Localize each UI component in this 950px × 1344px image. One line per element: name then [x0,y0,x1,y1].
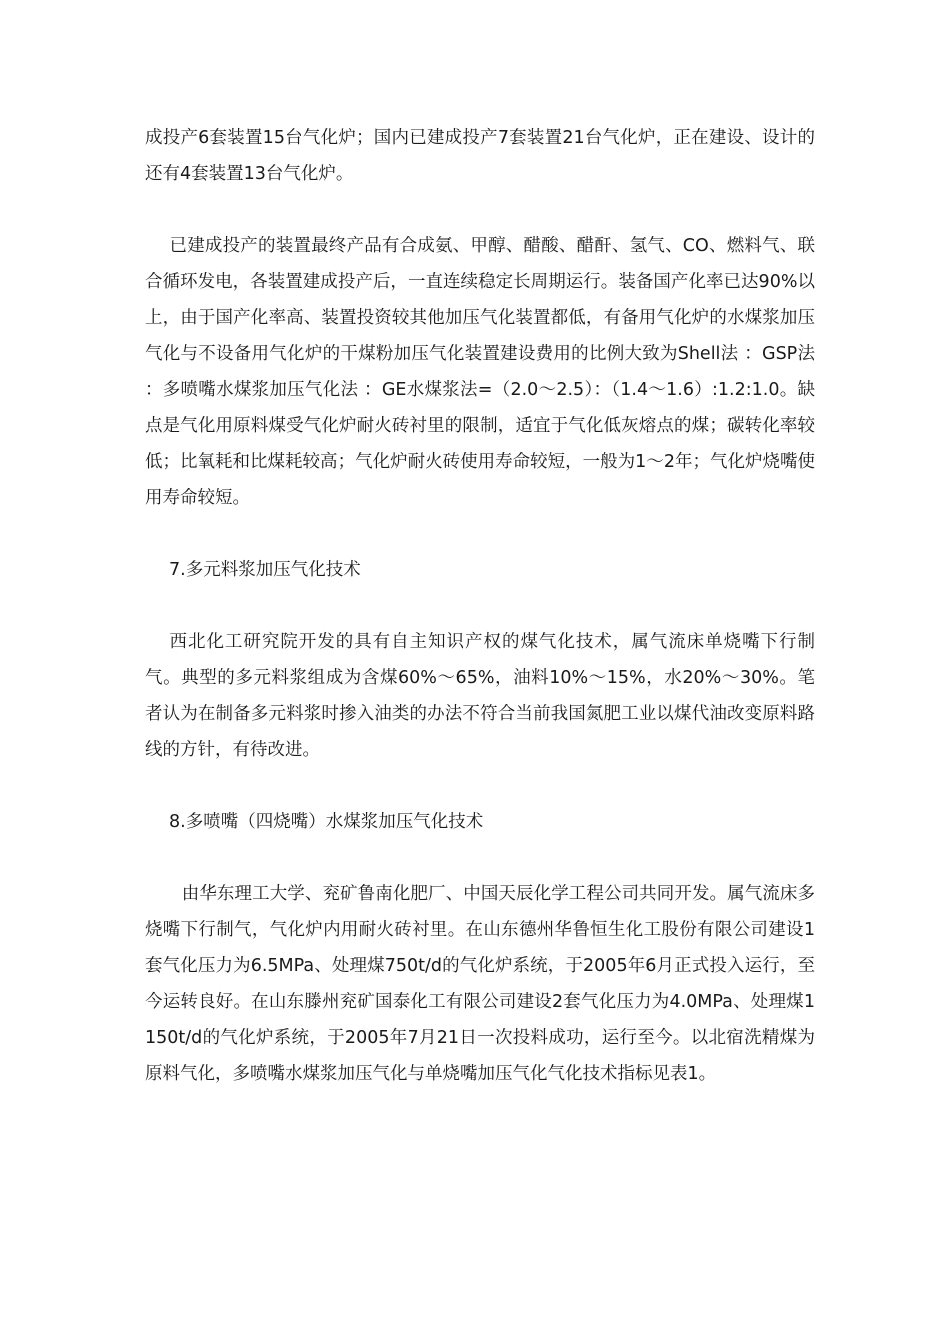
section-heading-8: 8.多喷嘴（四烧嘴）水煤浆加压气化技术 [169,812,484,832]
document-body [145,120,815,1092]
paragraph-multi-nozzle: 由华东理工大学、兖矿鲁南化肥厂、中国天辰化学工程公司共同开发。属气流床多烧嘴下行制气，气化炉内用耐火砖衬里。在山东德州华鲁恒生化工股份有限公司建设1套气化压力为6.5MPa、处理煤750t/d的气化炉系统，于2005年6月正式投入运行，至今运转良好。在山东滕州兖矿国泰化工有限公司建设2套气化压力为4.0MPa、处理煤1150t/d的气化炉系统，于2005年7月21日一次投料成功，运行至今。以北宿洗精煤为原料气化，多喷嘴水煤浆加压气化与单烧嘴加压气化气化技术指标见表1。 [145,884,815,1084]
paragraph-gasification-products: 已建成投产的装置最终产品有合成氨、甲醇、醋酸、醋酐、氢气、CO、燃料气、联合循环发电，各装置建成投产后，一直连续稳定长周期运行。装备国产化率已达90%以上，由于国产化率高、装置投资较其他加压气化装置都低，有备用气化炉的水煤浆加压气化与不设备用气化炉的干煤粉加压气化装置建设费用的比例大致为Shell法 ：GSP法 ：多喷嘴水煤浆加压气化法 ：GE水煤浆法=（2.0～2.5）：（1.4～1.6）:1.2:1.0。缺点是气化用原料煤受气化炉耐火砖衬里的限制，适宜于气化低灰熔点的煤；碳转化率较低；比氧耗和比煤耗较高；气化炉耐火砖使用寿命较短，一般为1～2年；气化炉烧嘴使用寿命较短。 [145,236,815,508]
paragraph-continuation: 成投产6套装置15台气化炉；国内已建成投产7套装置21台气化炉，正在建设、设计的还有4套装置13台气化炉。 [145,128,815,184]
paragraph-multi-slurry: 西北化工研究院开发的具有自主知识产权的煤气化技术，属气流床单烧嘴下行制气。典型的多元料浆组成为含煤60%～65%，油料10%～15%，水20%～30%。笔者认为在制备多元料浆时掺入油类的办法不符合当前我国氮肥工业以煤代油改变原料路线的方针，有待改进。 [145,632,815,760]
section-heading-7: 7.多元料浆加压气化技术 [169,560,361,580]
